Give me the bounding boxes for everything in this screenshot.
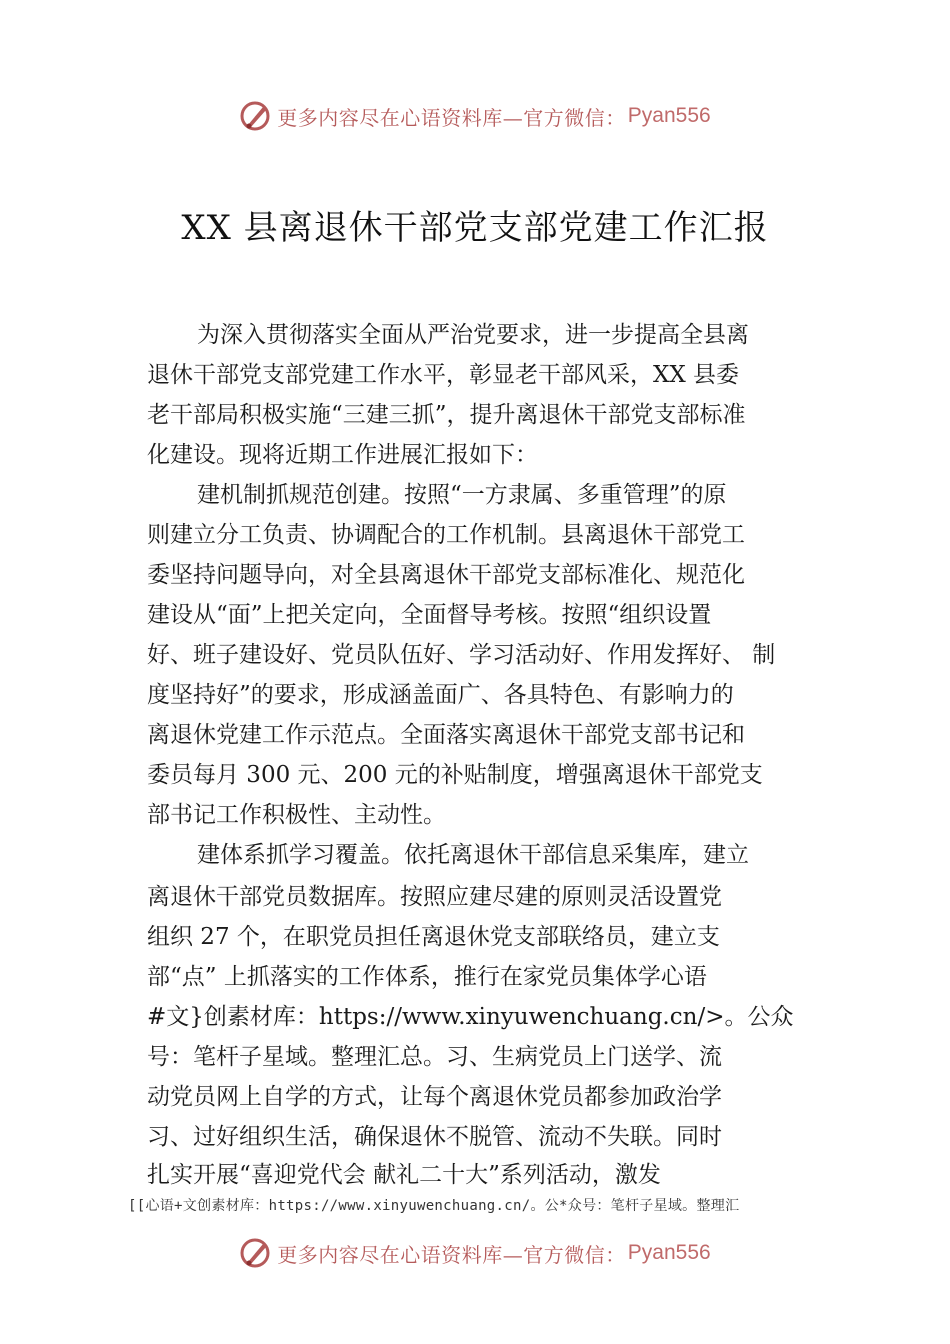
watermark-text: 更多内容尽在心语资料库—官方微信： — [277, 1242, 626, 1267]
paragraph-line: 为深入贯彻落实全面从严治党要求，进一步提高全县离 — [197, 322, 749, 348]
paragraph-line: 动党员网上自学的方式，让每个离退休党员都参加政治学 — [147, 1084, 722, 1110]
watermark-id: Pyan556 — [627, 1241, 711, 1264]
paragraph-line: 老干部局积极实施“三建三抓”，提升离退休干部党支部标准 — [147, 402, 746, 428]
paragraph-line: 部“点” 上抓落实的工作体系，推行在家党员集体学心语 — [147, 964, 707, 990]
paragraph-line: 组织 27 个，在职党员担任离退休党支部联络员，建立支 — [147, 924, 720, 950]
watermark-id: Pyan556 — [627, 104, 711, 127]
paragraph-line: 习、过好组织生活，确保退休不脱管、流动不失联。同时 — [147, 1124, 722, 1150]
paragraph-line: 号：笔杆子星域。整理汇总。习、生病党员上门送学、流 — [147, 1044, 722, 1070]
paragraph-line: 则建立分工负责、协调配合的工作机制。县离退休干部党工 — [147, 522, 745, 548]
paragraph-line: 委员每月 300 元、200 元的补贴制度，增强离退休干部党支 — [147, 762, 763, 788]
paragraph-line: 离退休干部党员数据库。按照应建尽建的原则灵活设置党 — [147, 884, 722, 910]
paragraph-line: 委坚持问题导向，对全县离退休干部党支部标准化、规范化 — [147, 562, 745, 588]
watermark-banner-bottom — [0, 1233, 950, 1273]
watermark-banner-top — [0, 96, 950, 136]
paragraph-line: 建设从“面”上把关定向，全面督导考核。按照“组织设置 — [147, 602, 712, 628]
paragraph-line: 扎实开展“喜迎党代会 献礼二十大”系列活动，激发 — [147, 1162, 661, 1188]
paragraph-line: #文}创素材库：https://www.xinyuwenchuang.cn/>。公众 — [147, 1004, 794, 1030]
pen-logo-icon — [239, 1236, 273, 1270]
paragraph-line: 离退休党建工作示范点。全面落实离退休干部党支部书记和 — [147, 722, 745, 748]
pen-logo-icon — [239, 99, 273, 133]
paragraph-line: 建机制抓规范创建。按照“一方隶属、多重管理”的原 — [197, 482, 727, 508]
watermark-text: 更多内容尽在心语资料库—官方微信： — [277, 105, 626, 130]
paragraph-line: 好、班子建设好、党员队伍好、学习活动好、作用发挥好、 制 — [147, 642, 776, 668]
document-title: XX 县离退休干部党支部党建工作汇报 — [181, 208, 769, 248]
paragraph-line: 化建设。现将近期工作进展汇报如下： — [147, 442, 538, 468]
footnote-text: [[心语+文创素材库：https://www.xinyuwenchuang.cn/。公*众号：笔杆子星域。整理汇 — [128, 1198, 740, 1214]
paragraph-line: 退休干部党支部党建工作水平，彰显老干部风采，XX 县委 — [147, 362, 740, 388]
paragraph-line: 度坚持好”的要求，形成涵盖面广、各具特色、有影响力的 — [147, 682, 734, 708]
paragraph-line: 部书记工作积极性、主动性。 — [147, 802, 446, 828]
paragraph-line: 建体系抓学习覆盖。依托离退休干部信息采集库，建立 — [197, 842, 749, 868]
